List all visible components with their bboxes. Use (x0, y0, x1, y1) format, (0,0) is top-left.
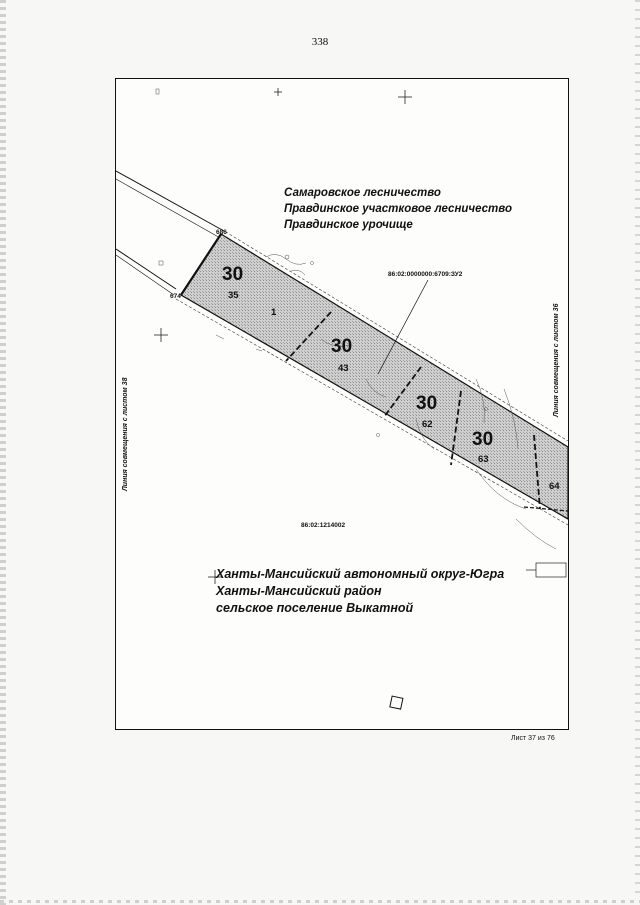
corridor-bottom-line (116, 249, 176, 289)
page-number: 338 (311, 36, 329, 48)
sheet-number: Лист 37 из 76 (511, 735, 555, 742)
corridor-top-line (116, 171, 224, 231)
forestry-name: Самаровское лесничество (284, 187, 441, 199)
scan-edge-left (0, 0, 6, 905)
contour-number: 1 (271, 307, 277, 318)
scan-edge-bottom (0, 900, 640, 903)
forestry-district: Правдинское участковое лесничество (284, 203, 512, 215)
match-line-left: Линия совмещения с листом 38 (122, 377, 129, 491)
point-label-1: 686 (216, 229, 227, 236)
parcel-4-quarter: 30 (472, 429, 494, 450)
map-canvas (116, 79, 568, 729)
corridor-top-line-2 (116, 179, 222, 239)
match-line-right: Линия совмещения с листом 36 (553, 303, 560, 417)
region-raion: Ханты-Мансийский район (216, 584, 382, 598)
section-64-label: 64 (549, 481, 560, 492)
parcel-4-section: 63 (478, 454, 489, 465)
parcel-1-quarter: 30 (222, 264, 244, 285)
point-label-2: 674 (170, 293, 181, 300)
corridor-bottom-line-2 (116, 255, 174, 295)
bottom-marker-square (390, 696, 403, 709)
forestry-tract: Правдинское урочище (284, 219, 413, 231)
parcel-2-section: 43 (338, 363, 349, 374)
region-settlement: сельское поселение Выкатной (216, 601, 414, 615)
region-okrug: Ханты-Мансийский автономный округ-Югра (216, 567, 505, 581)
map-frame (115, 78, 569, 730)
edge-callout (526, 563, 566, 577)
parcel-3-section: 62 (422, 419, 433, 430)
parcel-3-quarter: 30 (416, 393, 438, 414)
cadastral-quarter: 86:02:1214002 (301, 522, 346, 529)
scan-edge-right (635, 0, 640, 905)
parcel-cadastral-id: 86:02:0000000:6709:ЗУ2 (388, 271, 463, 278)
parcel-1-section: 35 (228, 290, 239, 301)
parcel-2-quarter: 30 (331, 336, 353, 357)
